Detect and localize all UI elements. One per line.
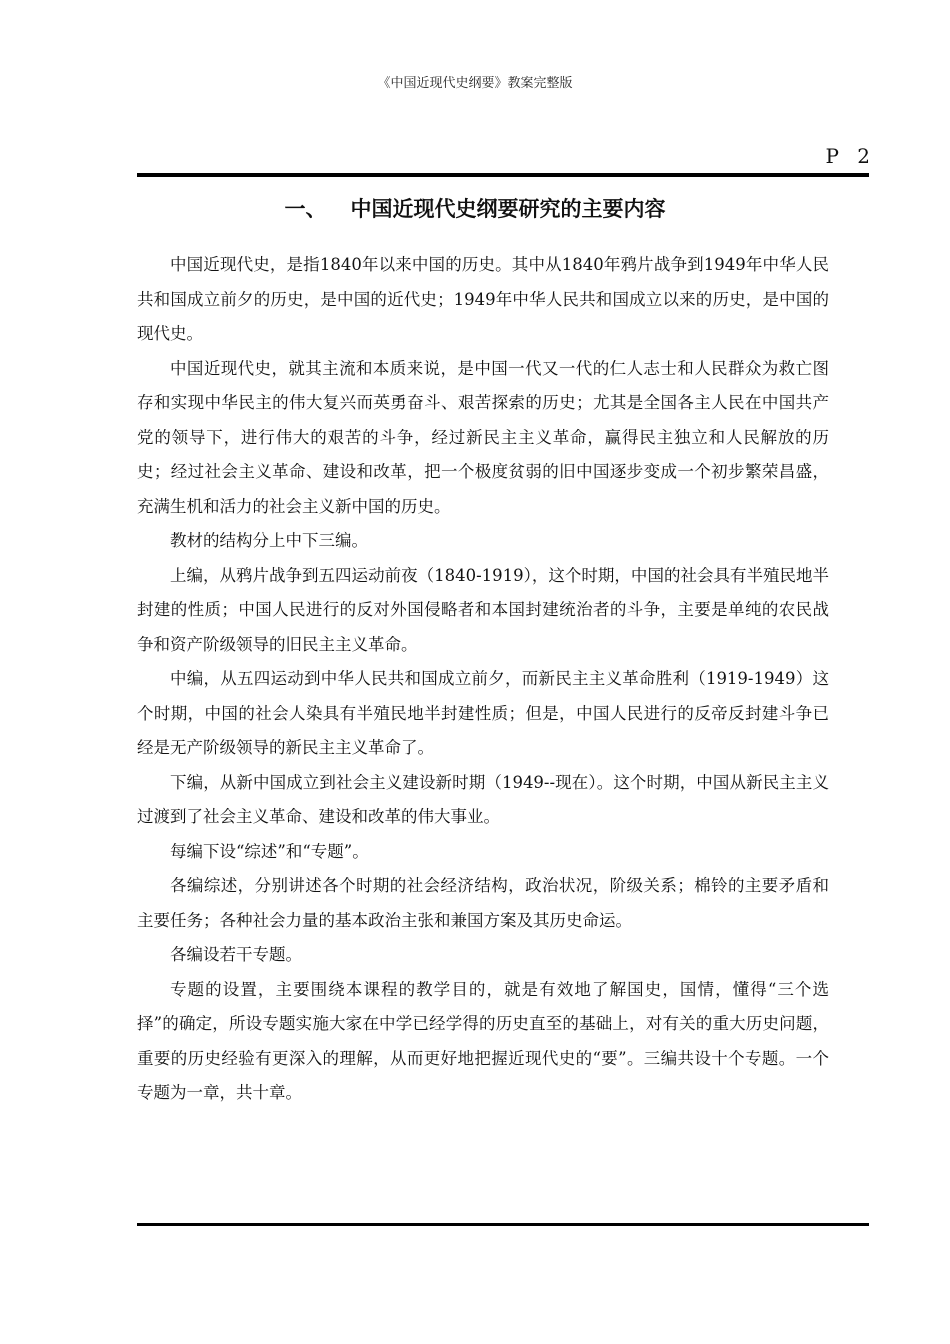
header-rule — [137, 173, 869, 177]
paragraph: 上编，从鸦片战争到五四运动前夜（1840-1919），这个时期，中国的社会具有半殖民地半封建的性质；中国人民进行的反对外国侵略者和本国封建统治者的斗争，主要是单纯的农民战争和资产阶级领导的旧民主主义革命。 — [137, 565, 829, 654]
paragraph: 中国近现代史，是指1840年以来中国的历史。其中从1840年鸦片战争到1949年中华人民共和国成立前夕的历史，是中国的近代史；1949年中华人民共和国成立以来的历史，是中国的现代史。 — [137, 255, 829, 343]
section-number: 一、 — [284, 197, 327, 221]
page-number: P 2 — [825, 144, 876, 168]
paragraph: 每编下设“综述”和“专题”。 — [170, 841, 369, 861]
document-header-title: 《中国近现代史纲要》教案完整版 — [377, 76, 573, 91]
body-text — [137, 248, 829, 1111]
paragraph: 各编综述，分别讲述各个时期的社会经济结构，政治状况，阶级关系；棉铃的主要矛盾和主要任务；各种社会力量的基本政治主张和兼国方案及其历史命运。 — [137, 876, 829, 930]
footer-rule — [137, 1223, 869, 1226]
paragraph: 教材的结构分上中下三编。 — [170, 531, 368, 550]
paragraph: 下编，从新中国成立到社会主义建设新时期（1949--现在）。这个时期，中国从新民主主义过渡到了社会主义革命、建设和改革的伟大事业。 — [137, 772, 829, 826]
paragraph: 中国近现代史，就其主流和本质来说，是中国一代又一代的仁人志士和人民群众为救亡图存和实现中华民主的伟大复兴而英勇奋斗、艰苦探索的历史；尤其是全国各主人民在中国共产党的领导下，进行伟大的艰苦的斗争，经过新民主主义革命，赢得民主独立和人民解放的历史；经过社会主义革命、建设和改革，把一个极度贫弱的旧中国逐步变成一个初步繁荣昌盛，充满生机和活力的社会主义新中国的历史。 — [137, 358, 829, 516]
paragraph: 专题的设置，主要围绕本课程的教学目的，就是有效地了解国史，国情，懂得“三个选择”的确定，所设专题实施大家在中学已经学得的历史直至的基础上，对有关的重大历史问题，重要的历史经验有更深入的理解，从而更好地把握近现代史的“要”。三编共设十个专题。一个专题为一章，共十章。 — [137, 979, 829, 1102]
paragraph: 中编，从五四运动到中华人民共和国成立前夕，而新民主主义革命胜利（1919-1949）这个时期，中国的社会人染具有半殖民地半封建性质；但是，中国人民进行的反帝反封建斗争已经是无产阶级领导的新民主主义革命了。 — [137, 669, 829, 757]
paragraph: 各编设若干专题。 — [170, 945, 302, 964]
section-heading — [0, 193, 950, 223]
section-title: 中国近现代史纲要研究的主要内容 — [350, 197, 666, 221]
